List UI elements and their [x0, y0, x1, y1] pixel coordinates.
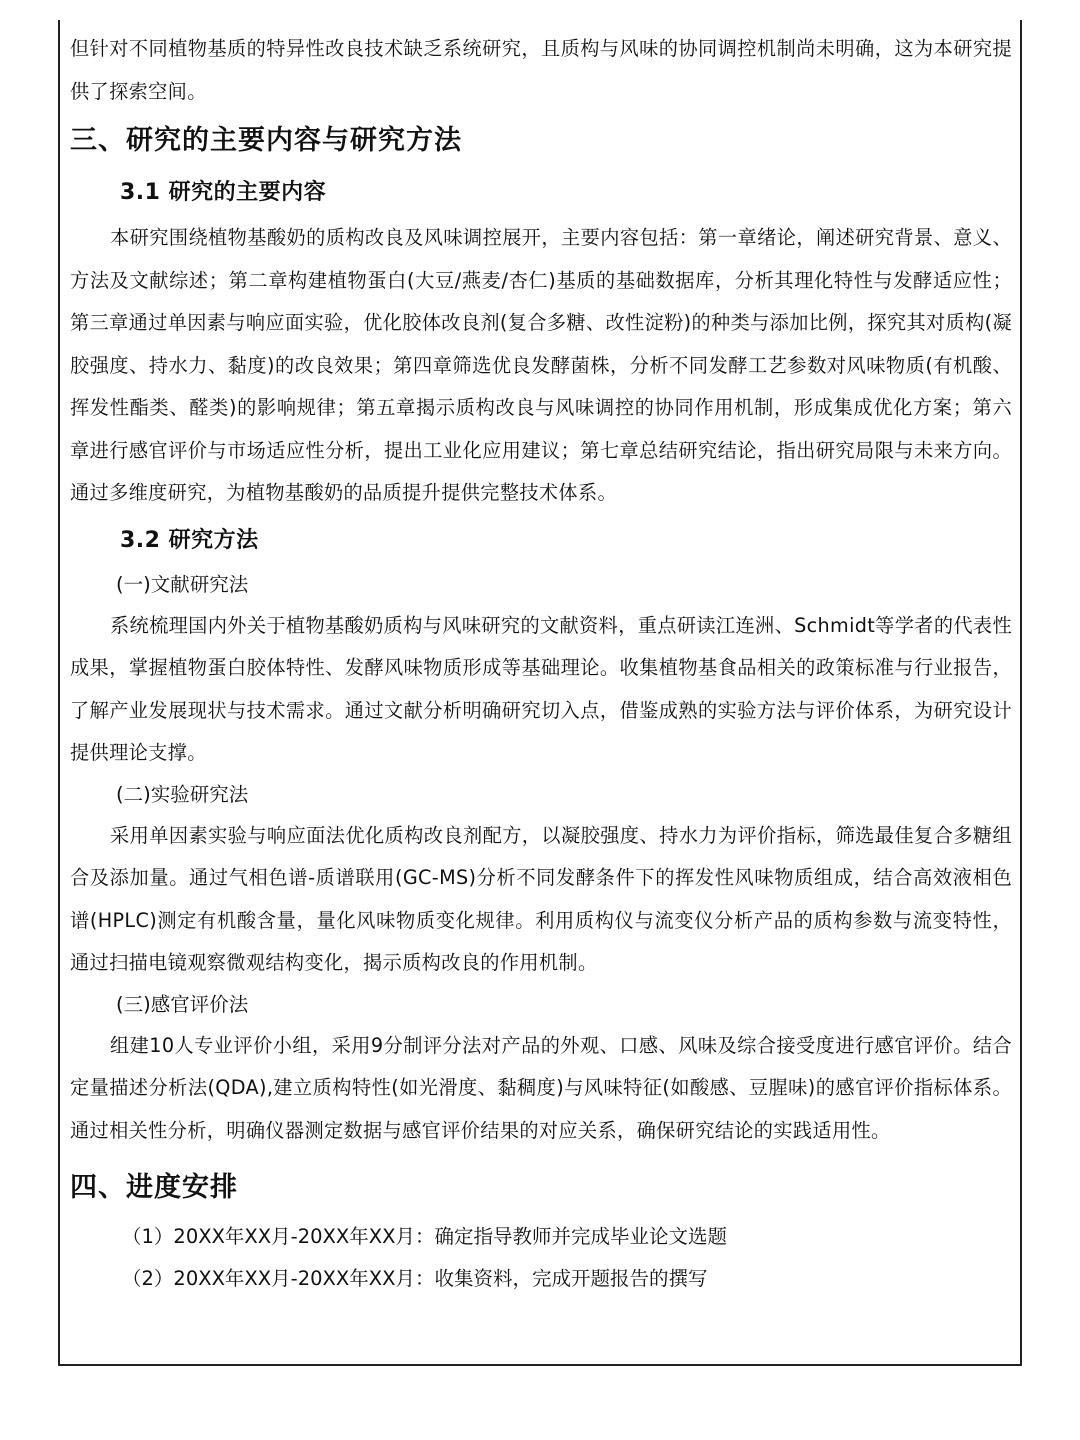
- method-sensory-text: 组建10人专业评价小组，采用9分制评分法对产品的外观、口感、风味及综合接受度进行感官评价。结合定量描述分析法(QDA),建立质构特性(如光滑度、黏稠度)与风味特征(如酸感、豆腥味)的感官评价指标体系。通过相关性分析，明确仪器测定数据与感官评价结果的对应关系，确保研究结论的实践适用性。: [70, 1033, 1012, 1142]
- section-3-heading: 三、研究的主要内容与研究方法: [70, 125, 462, 156]
- subsection-3-1-heading: 3.1 研究的主要内容: [120, 180, 327, 205]
- schedule-item: （1）20XX年XX月-20XX年XX月：确定指导教师并完成毕业论文选题: [122, 1225, 727, 1248]
- method-literature-title: (一)文献研究法: [116, 572, 249, 596]
- method-experiment-text: 采用单因素实验与响应面法优化质构改良剂配方，以凝胶强度、持水力为评价指标，筛选最佳复合多糖组合及添加量。通过气相色谱-质谱联用(GC-MS)分析不同发酵条件下的挥发性风味物质组成，结合高效液相色谱(HPLC)测定有机酸含量，量化风味物质变化规律。利用质构仪与流变仪分析产品的质构参数与流变特性，通过扫描电镜观察微观结构变化，揭示质构改良的作用机制。: [70, 823, 1012, 974]
- method-experiment-title: (二)实验研究法: [116, 782, 249, 806]
- main-content-paragraph: 本研究围绕植物基酸奶的质构改良及风味调控展开，主要内容包括：第一章绪论，阐述研究背景、意义、方法及文献综述；第二章构建植物蛋白(大豆/燕麦/杏仁)基质的基础数据库，分析其理化特性与发酵适应性；第三章通过单因素与响应面实验，优化胶体改良剂(复合多糖、改性淀粉)的种类与添加比例，探究其对质构(凝胶强度、持水力、黏度)的改良效果；第四章筛选优良发酵菌株，分析不同发酵工艺参数对风味物质(有机酸、挥发性酯类、醛类)的影响规律；第五章揭示质构改良与风味调控的协同作用机制，形成集成优化方案；第六章进行感官评价与市场适应性分析，提出工业化应用建议；第七章总结研究结论，指出研究局限与未来方向。通过多维度研究，为植物基酸奶的品质提升提供完整技术体系。: [70, 226, 1012, 504]
- subsection-3-2-heading: 3.2 研究方法: [120, 527, 259, 553]
- schedule-item: （2）20XX年XX月-20XX年XX月：收集资料，完成开题报告的撰写: [122, 1267, 708, 1290]
- intro-continuation: 但针对不同植物基质的特异性改良技术缺乏系统研究，且质构与风味的协同调控机制尚未明确，这为本研究提供了探索空间。: [70, 37, 1012, 103]
- method-literature-text: 系统梳理国内外关于植物基酸奶质构与风味研究的文献资料，重点研读江连洲、Schmidt等学者的代表性成果，掌握植物蛋白胶体特性、发酵风味物质形成等基础理论。收集植物基食品相关的政策标准与行业报告，了解产业发展现状与技术需求。通过文献分析明确研究切入点，借鉴成熟的实验方法与评价体系，为研究设计提供理论支撑。: [70, 613, 1012, 764]
- section-4-heading: 四、进度安排: [70, 1172, 238, 1203]
- method-sensory-title: (三)感官评价法: [116, 992, 249, 1016]
- document-body: [70, 28, 1012, 1300]
